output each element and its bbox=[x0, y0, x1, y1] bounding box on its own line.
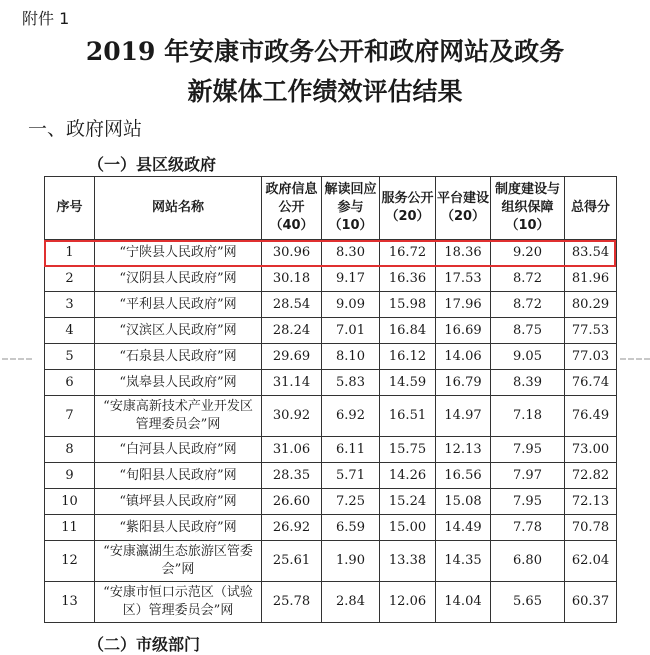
site-name: “紫阳县人民政府”网 bbox=[95, 515, 262, 541]
score-cell: 5.83 bbox=[322, 370, 380, 396]
site-name: “安康市恒口示范区（试验区）管理委员会”网 bbox=[95, 582, 262, 623]
score-cell: 16.56 bbox=[436, 463, 491, 489]
score-cell: 15.00 bbox=[380, 515, 436, 541]
score-cell: 9.09 bbox=[322, 292, 380, 318]
row-index: 6 bbox=[45, 370, 95, 396]
section-heading: 一、政府网站 bbox=[28, 118, 143, 140]
score-cell: 9.20 bbox=[491, 240, 565, 266]
score-cell: 15.08 bbox=[436, 489, 491, 515]
score-cell: 1.90 bbox=[322, 541, 380, 582]
score-cell: 16.69 bbox=[436, 318, 491, 344]
site-name: “汉阴县人民政府”网 bbox=[95, 266, 262, 292]
total-score: 77.03 bbox=[565, 344, 617, 370]
total-score: 72.82 bbox=[565, 463, 617, 489]
score-cell: 14.26 bbox=[380, 463, 436, 489]
total-score: 81.96 bbox=[565, 266, 617, 292]
site-name: “汉滨区人民政府”网 bbox=[95, 318, 262, 344]
results-table bbox=[44, 176, 617, 623]
score-cell: 6.80 bbox=[491, 541, 565, 582]
score-cell: 16.79 bbox=[436, 370, 491, 396]
header-site-name: 网站名称 bbox=[95, 177, 262, 240]
next-subsection-heading: （二）市级部门 bbox=[88, 635, 201, 654]
total-score: 60.37 bbox=[565, 582, 617, 623]
score-cell: 12.13 bbox=[436, 437, 491, 463]
score-cell: 18.36 bbox=[436, 240, 491, 266]
table-row bbox=[45, 292, 617, 318]
header-interpretation: 解读回应参与（10） bbox=[322, 177, 380, 240]
table-row bbox=[45, 240, 617, 266]
table-header-row bbox=[45, 177, 617, 240]
site-name: “安康瀛湖生态旅游区管委会”网 bbox=[95, 541, 262, 582]
score-cell: 6.92 bbox=[322, 396, 380, 437]
score-cell: 30.92 bbox=[262, 396, 322, 437]
score-cell: 15.75 bbox=[380, 437, 436, 463]
row-index: 3 bbox=[45, 292, 95, 318]
score-cell: 14.35 bbox=[436, 541, 491, 582]
header-info-disclosure: 政府信息公开（40） bbox=[262, 177, 322, 240]
score-cell: 17.96 bbox=[436, 292, 491, 318]
site-name: “白河县人民政府”网 bbox=[95, 437, 262, 463]
score-cell: 26.60 bbox=[262, 489, 322, 515]
table-row bbox=[45, 266, 617, 292]
site-name: “宁陕县人民政府”网 bbox=[95, 240, 262, 266]
table-row bbox=[45, 463, 617, 489]
document-title-line2: 新媒体工作绩效评估结果 bbox=[187, 77, 463, 106]
score-cell: 31.14 bbox=[262, 370, 322, 396]
row-index: 2 bbox=[45, 266, 95, 292]
total-score: 73.00 bbox=[565, 437, 617, 463]
score-cell: 29.69 bbox=[262, 344, 322, 370]
attachment-label: 附件 1 bbox=[22, 9, 70, 28]
site-name: “安康高新技术产业开发区管理委员会”网 bbox=[95, 396, 262, 437]
score-cell: 8.30 bbox=[322, 240, 380, 266]
score-cell: 14.97 bbox=[436, 396, 491, 437]
site-name: “平利县人民政府”网 bbox=[95, 292, 262, 318]
total-score: 76.74 bbox=[565, 370, 617, 396]
row-index: 8 bbox=[45, 437, 95, 463]
score-cell: 8.72 bbox=[491, 292, 565, 318]
header-index: 序号 bbox=[45, 177, 95, 240]
row-index: 7 bbox=[45, 396, 95, 437]
table-row bbox=[45, 541, 617, 582]
score-cell: 6.11 bbox=[322, 437, 380, 463]
total-score: 70.78 bbox=[565, 515, 617, 541]
row-index: 13 bbox=[45, 582, 95, 623]
score-cell: 8.72 bbox=[491, 266, 565, 292]
score-cell: 31.06 bbox=[262, 437, 322, 463]
total-score: 62.04 bbox=[565, 541, 617, 582]
header-service: 服务公开（20） bbox=[380, 177, 436, 240]
score-cell: 7.18 bbox=[491, 396, 565, 437]
score-cell: 26.92 bbox=[262, 515, 322, 541]
site-name: “旬阳县人民政府”网 bbox=[95, 463, 262, 489]
score-cell: 14.06 bbox=[436, 344, 491, 370]
row-index: 4 bbox=[45, 318, 95, 344]
table-row bbox=[45, 489, 617, 515]
header-institution: 制度建设与组织保障（10） bbox=[491, 177, 565, 240]
total-score: 72.13 bbox=[565, 489, 617, 515]
score-cell: 14.59 bbox=[380, 370, 436, 396]
score-cell: 16.84 bbox=[380, 318, 436, 344]
score-cell: 5.65 bbox=[491, 582, 565, 623]
scan-mark-left bbox=[2, 358, 32, 362]
score-cell: 28.24 bbox=[262, 318, 322, 344]
score-cell: 7.01 bbox=[322, 318, 380, 344]
header-total-score: 总得分 bbox=[565, 177, 617, 240]
score-cell: 8.75 bbox=[491, 318, 565, 344]
score-cell: 30.18 bbox=[262, 266, 322, 292]
score-cell: 9.17 bbox=[322, 266, 380, 292]
score-cell: 5.71 bbox=[322, 463, 380, 489]
score-cell: 7.95 bbox=[491, 437, 565, 463]
score-cell: 13.38 bbox=[380, 541, 436, 582]
score-cell: 8.39 bbox=[491, 370, 565, 396]
total-score: 80.29 bbox=[565, 292, 617, 318]
total-score: 83.54 bbox=[565, 240, 617, 266]
score-cell: 7.78 bbox=[491, 515, 565, 541]
site-name: “石泉县人民政府”网 bbox=[95, 344, 262, 370]
row-index: 5 bbox=[45, 344, 95, 370]
scan-mark-right bbox=[620, 358, 650, 362]
score-cell: 14.04 bbox=[436, 582, 491, 623]
table-row bbox=[45, 515, 617, 541]
score-cell: 16.36 bbox=[380, 266, 436, 292]
score-cell: 25.61 bbox=[262, 541, 322, 582]
total-score: 77.53 bbox=[565, 318, 617, 344]
score-cell: 16.12 bbox=[380, 344, 436, 370]
score-cell: 17.53 bbox=[436, 266, 491, 292]
score-cell: 30.96 bbox=[262, 240, 322, 266]
score-cell: 6.59 bbox=[322, 515, 380, 541]
row-index: 1 bbox=[45, 240, 95, 266]
site-name: “岚皋县人民政府”网 bbox=[95, 370, 262, 396]
score-cell: 7.25 bbox=[322, 489, 380, 515]
score-cell: 2.84 bbox=[322, 582, 380, 623]
score-cell: 16.72 bbox=[380, 240, 436, 266]
score-cell: 7.97 bbox=[491, 463, 565, 489]
score-cell: 16.51 bbox=[380, 396, 436, 437]
score-cell: 28.54 bbox=[262, 292, 322, 318]
score-cell: 15.98 bbox=[380, 292, 436, 318]
header-platform: 平台建设（20） bbox=[436, 177, 491, 240]
score-cell: 9.05 bbox=[491, 344, 565, 370]
total-score: 76.49 bbox=[565, 396, 617, 437]
score-cell: 8.10 bbox=[322, 344, 380, 370]
subsection-heading: （一）县区级政府 bbox=[88, 155, 217, 174]
row-index: 12 bbox=[45, 541, 95, 582]
table-row bbox=[45, 396, 617, 437]
document-title-line1: 2019 年安康市政务公开和政府网站及政务 bbox=[85, 37, 565, 66]
score-cell: 15.24 bbox=[380, 489, 436, 515]
score-cell: 7.95 bbox=[491, 489, 565, 515]
table-row bbox=[45, 437, 617, 463]
score-cell: 28.35 bbox=[262, 463, 322, 489]
score-cell: 25.78 bbox=[262, 582, 322, 623]
row-index: 11 bbox=[45, 515, 95, 541]
table-row bbox=[45, 582, 617, 623]
table-row bbox=[45, 370, 617, 396]
score-cell: 12.06 bbox=[380, 582, 436, 623]
table-row bbox=[45, 318, 617, 344]
score-cell: 14.49 bbox=[436, 515, 491, 541]
site-name: “镇坪县人民政府”网 bbox=[95, 489, 262, 515]
row-index: 10 bbox=[45, 489, 95, 515]
table-row bbox=[45, 344, 617, 370]
row-index: 9 bbox=[45, 463, 95, 489]
